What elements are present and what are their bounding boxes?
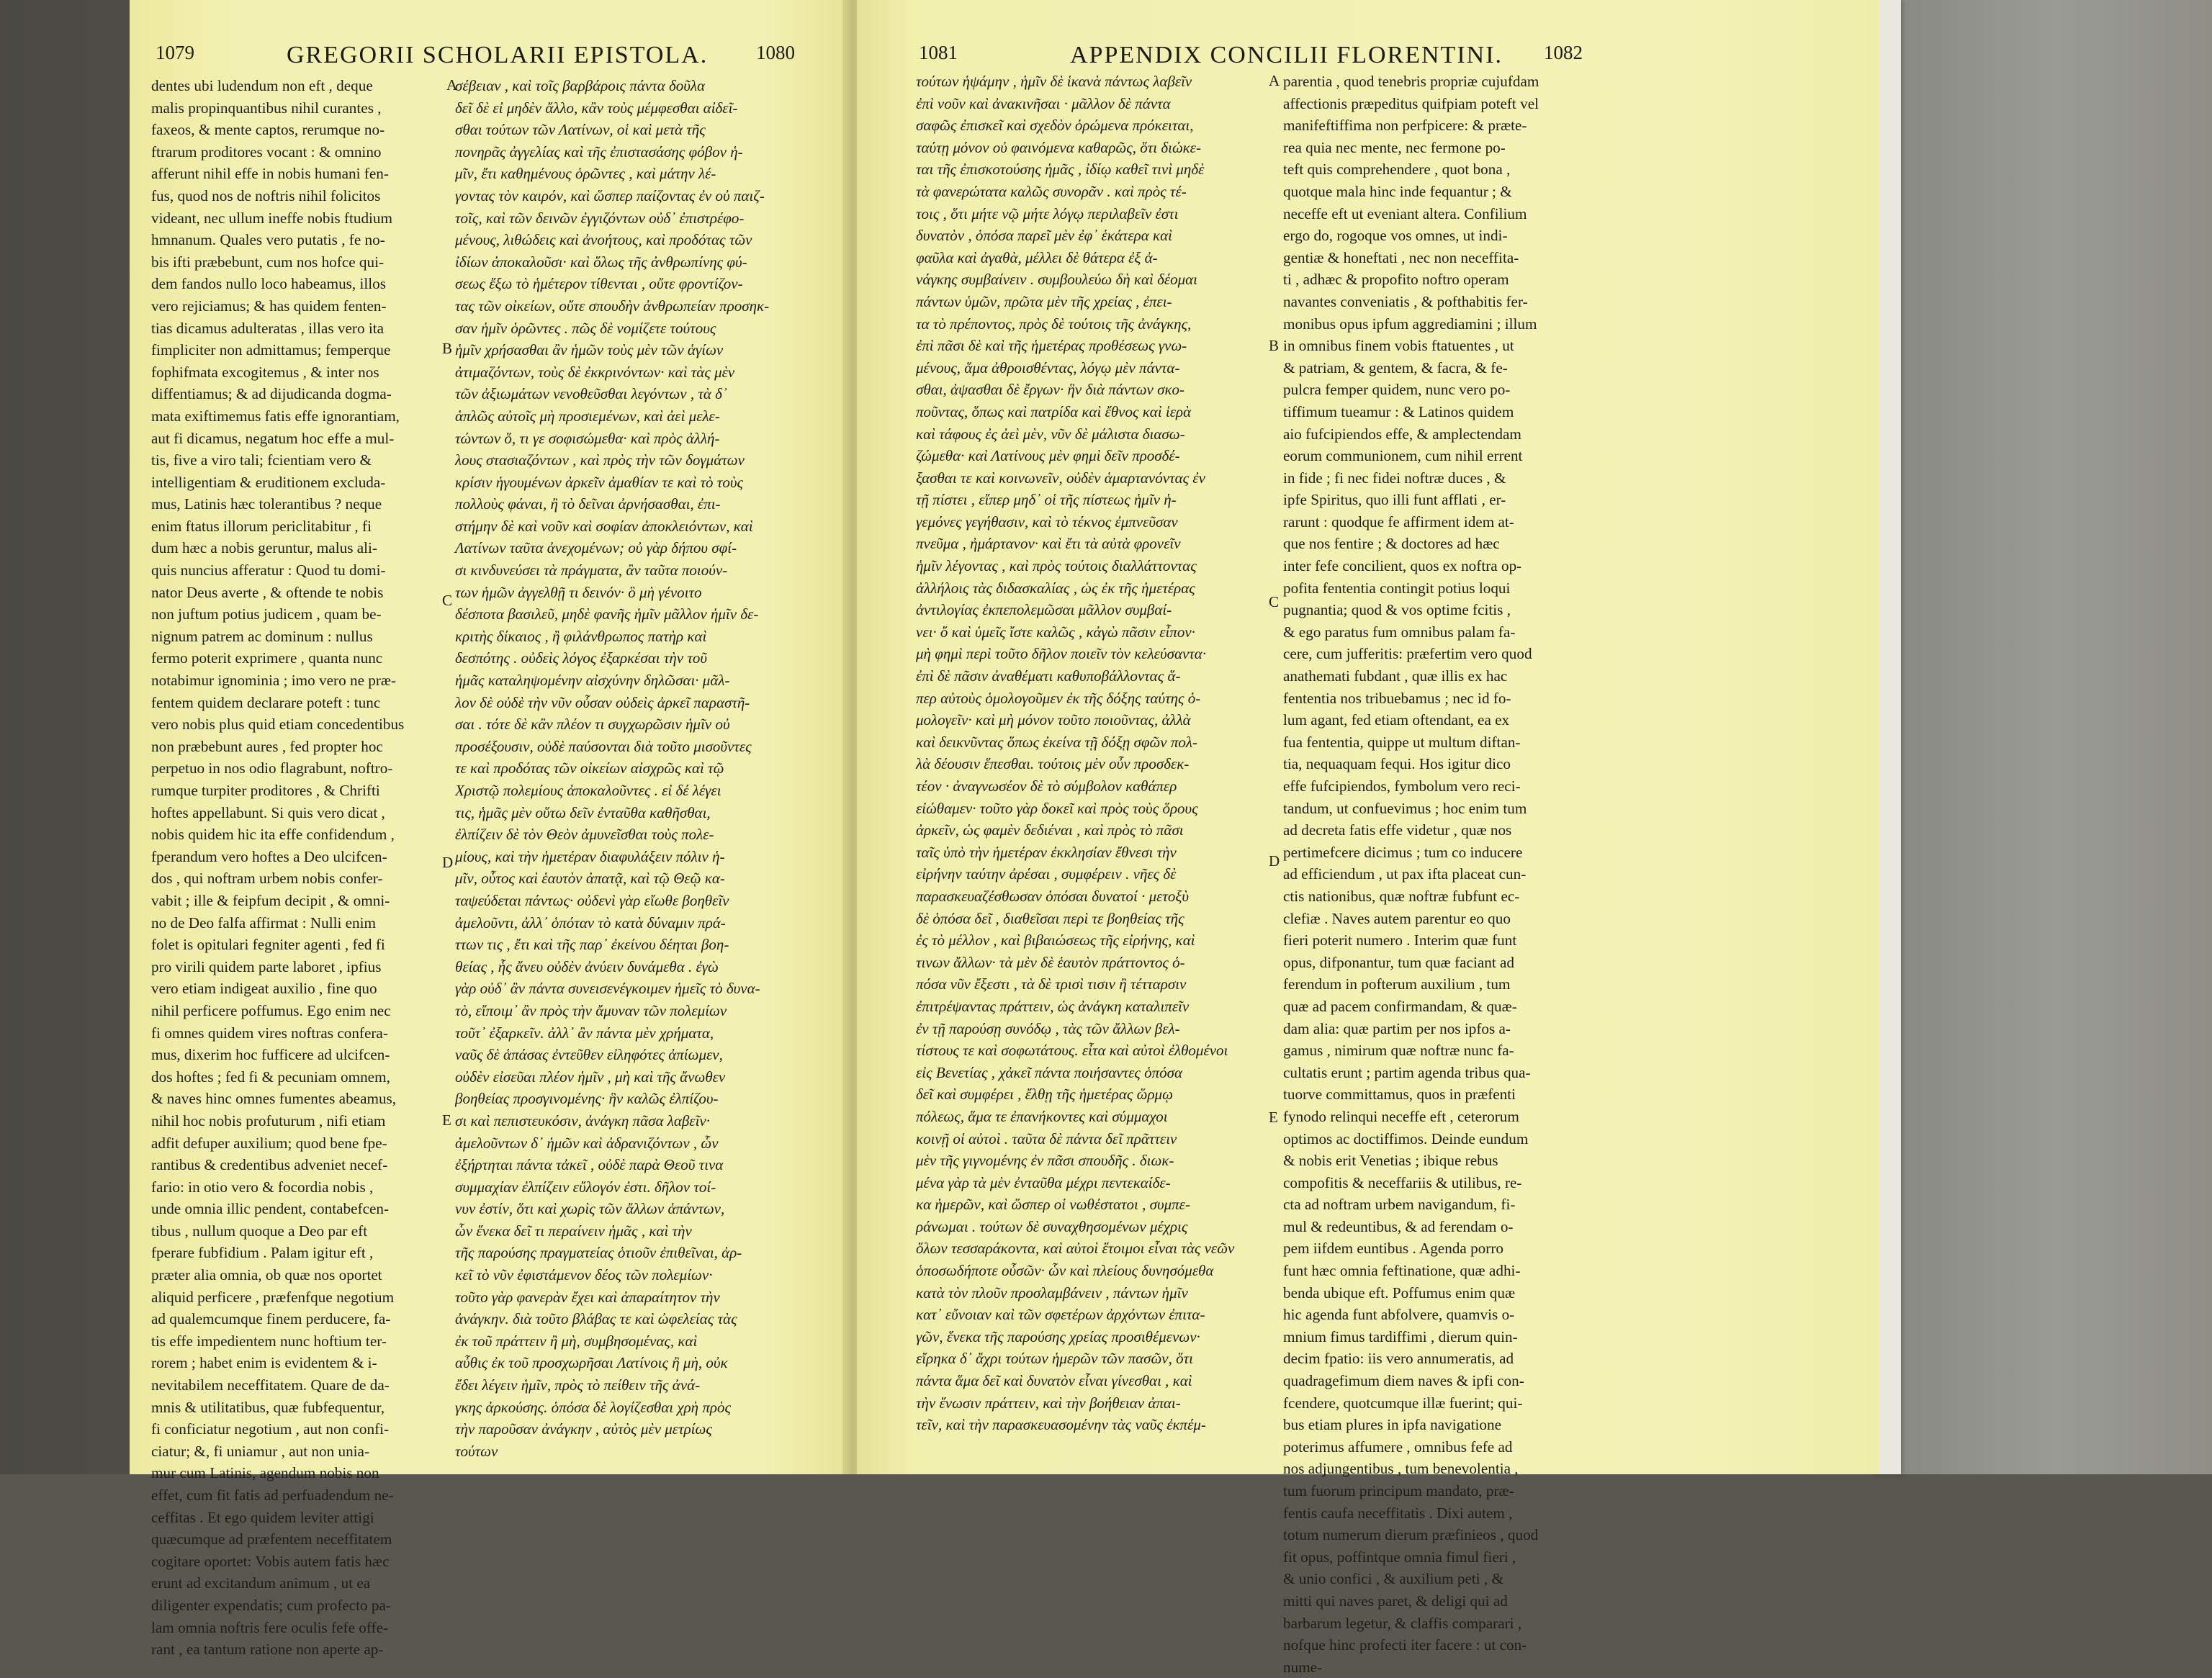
text-line: μὴ φημὶ περὶ τοῦτο δῆλον ποιεῖν τὸν κελεύσαντα· (916, 645, 1207, 663)
text-line: anathemati fubdant , quæ illis ex hac (1283, 667, 1508, 685)
text-line: funt hæc omnia feftinatione, quæ adhi- (1283, 1262, 1521, 1280)
text-line: malis propinquantibus nihil curantes , (151, 99, 382, 117)
text-line: enim ftatus illorum periclitabitur , fi (151, 517, 372, 535)
text-line: αὖθις ἐκ τοῦ προσχωρῆσαι Λατίνοις ἢ μὴ, οὐκ (455, 1354, 728, 1372)
text-line: fperare fubfidium . Palam igitur eft , (151, 1244, 374, 1262)
text-line: γοντας τὸν καιρόν, καὶ ὥσπερ παίζοντας ἐν οὐ παιζ- (455, 186, 765, 204)
text-line: λους στασιαζόντων , καὶ πρὸς τὴν τῶν δογμάτων (455, 451, 745, 469)
text-line: παρασκευαζέσθωσαν ὁπόσαι δυνατοί · μετοξὺ (916, 887, 1190, 905)
text-line: ti , adhæc & propofito noftro operam (1283, 271, 1509, 289)
text-line: notabimur ignominia ; imo vero ne præ- (151, 672, 397, 690)
text-line: quæ ad pacem confirmandam, & quæ- (1283, 997, 1517, 1015)
text-line: φαῦλα καὶ ἀγαθὰ, μέλλει δὲ θάτερα ἐξ ἀ- (916, 248, 1158, 266)
text-line: ἡμᾶς καταληψομένην αἰσχύνην δηλῶσαι· μᾶλ- (455, 672, 730, 690)
text-line: vabit ; ille & feipfum decipit , & omni- (151, 891, 390, 909)
text-line: τὸ, εἴποιμ᾽ ἂν πρὸς τὴν ἄμυναν τῶν πολεμίων (455, 1001, 727, 1019)
text-line: folet is opitulari fegniter agenti , fed fi (151, 936, 385, 954)
text-line: & unio confici , & auxilium peti , & (1283, 1570, 1503, 1588)
text-line: ἀλλήλοις τὰς διδασκαλίας , ὡς ἐκ τῆς ἡμετέρας (916, 579, 1195, 597)
text-line: ad efficiendum , ut pax ifta placeat cun- (1283, 865, 1527, 883)
text-line: ἀνάγκην. διὰ τοῦτο βλάβας τε καὶ ὠφελείας τὰς (455, 1310, 737, 1328)
text-line: ἀρκεῖν, ὡς φαμὲν δεδιέναι , καὶ πρὸς τὸ πᾶσι (916, 821, 1184, 839)
text-line: κα ἡμερῶν, καὶ ὥσπερ οἱ νωθέστατοι , συμπε- (916, 1196, 1190, 1214)
text-line: εἴρηκα δ᾽ ἄχρι τούτων ἡμερῶν τῶν πασῶν, ὅτι (916, 1350, 1193, 1368)
text-line: tiffimum tueamur : & Latinos quidem (1283, 402, 1514, 420)
text-line: in omnibus finem vobis ftatuentes , ut (1283, 337, 1514, 355)
text-line: τοις , ὅτι μήτε νῷ μήτε λόγῳ περιλαβεῖν ἐστι (916, 204, 1179, 222)
text-line: νυν ἐστίν, ὅτι καὶ χωρὶς τῶν ἄλλων ἁπάντων, (455, 1200, 725, 1218)
text-line: navantes conveniatis , & pofthabitis fer- (1283, 292, 1528, 310)
text-line: μένους, λιθώδεις καὶ ἀνοήτους, καὶ προδότας τῶν (455, 231, 752, 249)
text-line: καὶ τάφους ἐς ἀεὶ μὲν, νῦν δὲ μάλιστα διασω- (916, 425, 1185, 443)
text-line: que nos fentire ; & doctores ad hæc (1283, 535, 1500, 553)
text-line: δέσποτα βασιλεῦ, μηδὲ φανῆς ἡμῖν μᾶλλον ἡμῖν δε- (455, 605, 759, 623)
text-line: ἀτιμαζόντων, τοὺς δὲ ἐκκρινόντων· καὶ τὰς μὲν (455, 363, 735, 381)
text-line: tuorve committamus, quos in præfenti (1283, 1086, 1516, 1104)
text-line: inter fefe concilient, quos ex noftra op- (1283, 557, 1522, 575)
text-line: hoftes appellabunt. Si quis vero dicat , (151, 803, 385, 821)
text-line: σεως ἔξω τὸ ἡμέτερον τίθενται , οὔτε φροντίζον- (455, 275, 743, 293)
text-line: faxeos, & mente captos, rerumque no- (151, 121, 385, 139)
text-line: bis ifti præbebunt, cum nos hofce qui- (151, 253, 385, 271)
text-line: ἐπιτρέψαντας πράττειν, ὡς ἀνάγκη καταλιπεῖν (916, 997, 1190, 1015)
text-line: affectionis præpeditus quifpiam poteft vel (1283, 94, 1539, 112)
text-line: κριτὴς δίκαιος , ἢ φιλάνθρωπος πατὴρ καὶ (455, 627, 707, 645)
text-line: ferendum in pofterum auxilium , tum (1283, 975, 1511, 993)
text-line: & patriam, & gentem, & facra, & fe- (1283, 358, 1508, 376)
text-line: ad decreta fatis effe videtur , quæ nos (1283, 821, 1512, 839)
text-line: quotque mala hinc inde fequantur ; & (1283, 182, 1512, 200)
text-line: nos adjungentibus , tum benevolentia , (1283, 1460, 1519, 1478)
text-line: vero nobis plus quid etiam concedentibus (151, 716, 405, 734)
text-line: σθαι, ἀψασθαι δὲ ἔργων· ἣν διὰ πάντων σκο- (916, 381, 1185, 399)
text-line: mur cum Latinis, agendum nobis non (151, 1464, 379, 1482)
text-line: dam alia: quæ partim per nos ipfos a- (1283, 1019, 1511, 1037)
right-page (857, 0, 1879, 1676)
text-line: cogitare oportet: Vobis autem fatis hæc (151, 1552, 390, 1570)
text-line: εἰώθαμεν· τοῦτο γὰρ δοκεῖ καὶ πρὸς τοὺς ὅρους (916, 799, 1198, 817)
text-line: ἐπὶ πᾶσι δὲ καὶ τῆς ἡμετέρας προθέσεως γνω- (916, 337, 1187, 355)
text-line: bus etiam plures in ipfa navigatione (1283, 1416, 1502, 1434)
text-line: mnis & utilitatibus, quæ fubfequentur, (151, 1398, 385, 1416)
right-greek-column (916, 71, 1290, 1436)
text-line: lam omnia noftris fere oculis fefe offe- (151, 1618, 389, 1636)
text-line: nevitabilem neceffitatem. Quare de da- (151, 1376, 390, 1394)
text-line: ταύτῃ μόνον οὐ φαινόμενα καθαρῶς, ὅτι διώκε- (916, 138, 1201, 156)
text-line: cere, cum jufferitis: præfertim vero quod (1283, 645, 1532, 663)
text-line: mus, Latinis hæc tolerantibus ? neque (151, 495, 382, 513)
text-line: ττων τις , ἔτι καὶ τῆς παρ᾽ ἐκείνου δέηται βοη- (455, 936, 729, 954)
text-line: ἡμῖν χρήσασθαι ἂν ἡμῶν τοὺς μὲν τῶν ἁγίων (455, 341, 724, 359)
text-line: barbarum legetur, & claffis comparari , (1283, 1614, 1522, 1632)
text-line: ctis nationibus, quæ noftræ fubfunt ec- (1283, 887, 1520, 905)
text-line: ἐς τὸ μέλλον , καὶ βιβαιώσεως τῆς εἰρήνης, καὶ (916, 932, 1195, 949)
text-line: ναῦς δὲ ἁπάσας ἐντεῦθεν εἰληφότες ἀπίωμεν, (455, 1046, 723, 1064)
text-line: totum numerum dierum præfinieos , quod (1283, 1526, 1539, 1544)
text-line: ἐν τῇ παρούσῃ συνόδῳ , τὰς τῶν ἄλλων βελ- (916, 1019, 1180, 1037)
text-line: πονηρᾶς ἀγγελίας καὶ τῆς ἐπιστασάσης φόβον ἡ- (455, 143, 743, 161)
margin-letter-b: B (1269, 337, 1280, 354)
text-line: hmnanum. Quales vero putatis , fe no- (151, 231, 385, 249)
text-line: adfit defuper auxilium; quod bene fpe- (151, 1134, 387, 1152)
text-line: quis nuncius afferatur : Quod tu domi- (151, 561, 386, 579)
text-line: aliquid perficere , præfenfque negotium (151, 1288, 395, 1306)
text-line: mata exiftimemus fatis effe ignorantiam, (151, 407, 400, 425)
text-line: τῶν ἀξιωμάτων νενοθεῦσθαι λεγόντων , τὰ δ᾽ (455, 385, 727, 403)
text-line: perpetuo in nos odio flagrabunt, noftro- (151, 759, 393, 777)
text-line: γὰρ οὐδ᾽ ἂν πάντα συνεισενέγκοιμεν ἡμεῖς τὸ δυνα- (455, 980, 760, 998)
text-line: γκης ἀρκούσης. ὁπόσα δὲ λογίζεσθαι χρὴ πρὸς (455, 1398, 731, 1416)
text-line: monibus opus ipfum aggrediamini ; illum (1283, 315, 1537, 333)
text-line: nume- (1283, 1658, 1323, 1676)
text-line: mul & redeuntibus, & ad ferendam o- (1283, 1217, 1514, 1235)
text-line: non præbebunt aures , fed propter hoc (151, 737, 383, 755)
text-line: ciatur; &, fi uniamur , aut non unia- (151, 1442, 370, 1460)
text-line: diligenter expendatis; cum profecto pa- (151, 1596, 391, 1614)
text-line: mitti qui naves paret, & deligi qui ad (1283, 1592, 1508, 1610)
text-line: hic agenda funt abfolvere, quamvis o- (1283, 1306, 1515, 1324)
left-page-title: GREGORII SCHOLARII EPISTOLA. (287, 42, 709, 68)
text-line: πολλοὺς φάναι, ἢ τὸ δεῖναι ἀρνήσασθαι, ἐπι- (455, 495, 721, 513)
text-line: rarunt : quodque fe affirment idem at- (1283, 513, 1514, 531)
text-line: σθαι τούτων τῶν Λατίνων, οἱ καὶ μετὰ τῆς (455, 121, 706, 139)
text-line: rea quia nec mente, nec fermone po- (1283, 138, 1506, 156)
text-line: ad qualemcumque finem perducere, fa- (151, 1310, 391, 1328)
text-line: σαφῶς ἐπισκεῖ καὶ σχεδὸν ὁρώμενα πρόκειται, (916, 117, 1194, 135)
text-line: νει· ὅ καὶ ὑμεῖς ἴστε καλῶς , κἀγὼ πᾶσιν εἶπον· (916, 623, 1195, 641)
text-line: fcendere, quotcumque illæ fuerint; qui- (1283, 1394, 1523, 1412)
text-line: ergo do, rogoque vos omnes, ut indi- (1283, 227, 1508, 245)
text-line: τούτων ἡψάμην , ἡμῖν δὲ ἱκανὰ πάντως λαβεῖν (916, 73, 1192, 90)
text-line: opus, difponantur, tum quæ faciant ad (1283, 953, 1515, 971)
margin-letter-d: D (442, 854, 454, 871)
text-line: τινων ἄλλων· τὰ μὲν δὲ ἑαυτὸν πράττοντος ὁ- (916, 953, 1185, 971)
text-line: mnium fimus tardiffimi , dierum quin- (1283, 1327, 1518, 1345)
text-line: ftrarum proditores vocant : & omnino (151, 143, 382, 161)
text-line: πάντων ὑμῶν, πρῶτα μὲν τῆς χρείας , ἐπει- (916, 292, 1172, 310)
margin-letter-b: B (442, 340, 453, 357)
text-line: λὰ δέουσιν ἕπεσθαι. τούτοις μὲν οὖν προσδεκ- (916, 755, 1190, 773)
text-line: τοῦτ᾽ ἐξαρκεῖν. ἀλλ᾽ ἂν πάντα μὲν χρήματα, (455, 1024, 714, 1042)
text-line: manifeftiffima non perfpicere: & præte- (1283, 117, 1527, 135)
text-line: οὐδὲν εἰσεῦαι πλέον ἡμῖν , μὴ καὶ τῆς ἄνωθεν (455, 1068, 726, 1086)
text-line: τώντων ὅ, τι γε σοφισώμεθα· καὶ πρὸς ἀλλή- (455, 429, 720, 447)
text-line: ἐλπίζειν δὲ τὸν Θεὸν ἀμυνεῖσθαι τοὺς πολε- (455, 826, 714, 844)
text-line: & nobis erit Venetias ; ibique rebus (1283, 1152, 1498, 1170)
text-line: τὴν παροῦσαν ἀνάγκην , αὐτὸς μὲν μετρίως (455, 1420, 712, 1438)
text-line: rantibus & credentibus adveniet necef- (151, 1156, 388, 1174)
text-line: τούτων (455, 1442, 498, 1460)
text-line: μῖν, οὗτος καὶ ἑαυτὸν ἀπατᾷ, καὶ τῷ Θεῷ κα- (455, 870, 725, 888)
text-line: τας τῶν οἰκείων, οὔτε σπουδὴν ἀνθρωπείαν προσηκ- (455, 297, 770, 315)
text-line: cultatis erunt ; partim agenda tribus qua- (1283, 1063, 1531, 1081)
text-line: ταψεύδεται πάντως· οὐδενὶ γὰρ εἴωθε βοηθεῖν (455, 891, 729, 909)
text-line: ἀμελοῦντων δ᾽ ἡμῶν καὶ ἀδρανιζόντων , ὧν (455, 1134, 719, 1152)
right-page-column-number: 1082 (1544, 42, 1583, 63)
text-line: μῖν, ἔτι καθημένους ὁρῶντες , καὶ μάτην λέ- (455, 165, 716, 183)
text-line: γεμόνες γεγήθασιν, καὶ τὸ τέκνος ἐμπνεῦσαν (916, 513, 1178, 531)
text-line: fi conficiatur negotium , aut non confi- (151, 1420, 390, 1438)
text-line: δὲ ὁπόσα δεῖ , διαθεῖσαι περὶ τε βοηθείας τῆς (916, 909, 1184, 927)
text-line: clefiæ . Naves autem parentur eo quo (1283, 909, 1511, 927)
text-line: dem fandos nullo loco habeamus, illos (151, 275, 386, 293)
text-line: tias dicamus adulteratas , illas vero ita (151, 319, 385, 337)
text-line: fimpliciter non admittamus; femperque (151, 341, 391, 359)
text-line: decim fpatio: iis vero annumeratis, ad (1283, 1350, 1514, 1368)
text-line: fentem quidem declarare poteft : tunc (151, 693, 381, 711)
text-line: στήμην δὲ καὶ νοῦν καὶ σοφίαν ἀποκλειόντων, καὶ (455, 517, 753, 535)
text-line: πόσα νῦν ἔξεστι , τὰ δὲ τρισὶ τισιν ἢ τέτταρσιν (916, 975, 1187, 993)
text-line: teft quis comprehendere , quot bona , (1283, 161, 1511, 179)
text-line: τέον · ἀναγνωσέον δὲ τὸ σύμβολον καθάπερ (916, 777, 1177, 795)
text-line: videant, nec ullum ineffe nobis ftudium (151, 209, 393, 227)
text-line: eorum communionem, cum nihil errent (1283, 447, 1523, 465)
text-line: fynodo relinqui neceffe eft , ceterorum (1283, 1107, 1519, 1125)
text-line: no de Deo falfa affirmat : Nulli enim (151, 914, 377, 932)
text-line: σέβειαν , καὶ τοῖς βαρβάροις πάντα δοῦλα (455, 77, 706, 94)
text-line: pulcra femper quidem, nunc vero po- (1283, 381, 1511, 399)
text-line: effe fufcipiendos, fymbolum vero reci- (1283, 777, 1521, 795)
text-line: τὴν ἕνωσιν πράττειν, καὶ τὴν βοήθειαν ἀπαι- (916, 1394, 1181, 1412)
left-page-column-number: 1080 (756, 42, 795, 63)
margin-letter-d: D (1269, 852, 1280, 870)
text-line: afferunt nihil effe in nobis humani fen- (151, 165, 389, 183)
text-line: ἔδει λέγειν ἡμῖν, πρὸς τὸ πείθειν τῆς ἀνά- (455, 1376, 701, 1394)
text-line: ποῦντας, ὅπως καὶ πατρίδα καὶ ἔθνος καὶ ἱερὰ (916, 402, 1192, 420)
text-line: effet, cum fit fatis ad perfuadendum ne- (151, 1487, 394, 1504)
text-line: κατὰ τὸν πλοῦν προσλαμβάνειν , πάντων ἡμῖν (916, 1284, 1188, 1302)
text-line: βοηθείας προσγινομένης· ἣν καλῶς ἐλπίζου- (455, 1090, 719, 1108)
text-line: ἐπὶ δὲ πᾶσιν ἀναθέματι καθυποβάλλοντας ἅ- (916, 667, 1181, 685)
text-line: ταῖς ὑπὸ τὴν ἡμετέραν ἐκκλησίαν ἔθνεσι τὴν (916, 843, 1177, 861)
text-line: ἰδίων ἀποκαλοῦσι· καὶ ὅλως τῆς ἀνθρωπίνης φύ- (455, 253, 747, 271)
text-line: δεῖ δὲ εἰ μηδὲν ἄλλο, κἂν τοὺς μέμφεσθαι αἰδεῖ- (455, 99, 738, 117)
text-line: πόλεως, ἅμα τε ἐπανήκοντες καὶ σύμμαχοι (916, 1107, 1168, 1125)
text-line: nihil hoc nobis profuturum , nifi etiam (151, 1111, 386, 1129)
text-line: tis, five a viro tali; fcientiam vero & (151, 451, 372, 469)
text-line: dum hæc a nobis geruntur, malus ali- (151, 539, 377, 557)
text-line: fermo poterit exprimere , quanta nunc (151, 649, 383, 667)
text-line: mus, dixerim hoc fufficere ad ulcifcen- (151, 1046, 390, 1064)
text-line: μίους, καὶ τὴν ἡμετέραν διαφυλάξειν πόλιν ἡ- (455, 847, 725, 865)
text-line: fua fententia, quippe ut multum diftan- (1283, 733, 1521, 751)
text-line: των ἡμῶν ἀγγελθῇ τι δεινόν· ὃ μὴ γένοιτο (455, 583, 702, 601)
text-line: in fide ; fi nec fidei noftræ duces , & (1283, 469, 1506, 487)
text-line: τεῖν, καὶ τὴν παρασκευασομένην τὰς ναῦς ἐκπέμ- (916, 1416, 1206, 1434)
text-line: δεσπότης . οὐδεὶς λόγος ἐξαρκέσαι τὴν τοῦ (455, 649, 708, 667)
text-line: δεῖ καὶ συμφέρει , ἔλθῃ τῆς ἡμετέρας ὥρμῳ (916, 1086, 1173, 1104)
text-line: aut fi dicamus, negatum hoc effe a mul- (151, 429, 395, 447)
text-line: ράνωμαι . τούτων δὲ συναχθησομένων μέχρις (916, 1217, 1188, 1235)
text-line: diffentiamus; & ad dijudicanda dogma- (151, 385, 392, 403)
left-page (130, 0, 850, 1659)
text-line: συμμαχίαν ἐλπίζειν εὔλογόν ἐστι. δῆλον τοί- (455, 1178, 716, 1196)
text-line: pem iifdem euntibus . Agenda porro (1283, 1240, 1503, 1258)
background-right-strip (1897, 0, 2212, 1474)
text-line: σι καὶ πεπιστευκόσιν, ἀνάγκη πᾶσα λαβεῖν· (455, 1111, 710, 1129)
text-line: ἀμελοῦντι, ἀλλ᾽ ὁπόταν τὸ κατὰ δύναμιν πρά- (455, 914, 726, 932)
margin-letter-c: C (442, 592, 453, 609)
text-line: fi omnes quidem vires noftras confera- (151, 1024, 388, 1042)
text-line: quadragefimum diem naves & ipfi con- (1283, 1372, 1524, 1390)
text-line: optimos ac doctiffimos. Deinde eundum (1283, 1129, 1529, 1147)
text-line: Χριστῷ πολεμίους ἀποκαλοῦντες . εἰ δέ λέγει (455, 782, 721, 799)
text-line: pro virili quidem parte laboret , ipfius (151, 957, 382, 975)
text-line: εἰρήνην ταύτην ἀρέσαι , συμφέρειν . νῆες δὲ (916, 865, 1177, 883)
text-line: nignum patrem ac dominum : nullus (151, 627, 373, 645)
text-line: προσέξουσιν, οὐδὲ παύσονται διὰ τοῦτο μισοῦντες (455, 737, 752, 755)
right-latin-column (1283, 71, 1600, 1678)
text-line: fit opus, poffintque omnia fimul fieri , (1283, 1548, 1516, 1566)
text-line: nihil perficere poffumus. Ego enim nec (151, 1001, 391, 1019)
text-line: μολογεῖν· καὶ μὴ μόνον τοῦτο ποιοῦντας, ἀλλὰ (916, 711, 1191, 729)
text-line: μένα γὰρ τὰ μὲν ἐνταῦθα μέχρι πεντεκαίδε- (916, 1173, 1171, 1191)
text-line: καὶ δεικνῦντας ὅπως ἐκείνα τῇ δόξῃ σφῶν πολ- (916, 733, 1197, 751)
text-line: ζώμεθα· καὶ Λατίνους μὲν φημὶ δεῖν προσδέ- (916, 447, 1180, 465)
text-line: τῆς παρούσης πραγματείας ὁτιοῦν ἐπιθεῖναι, ἀρ- (455, 1244, 742, 1262)
text-line: rorem ; habet enim is evidentem & i- (151, 1354, 377, 1372)
text-line: κατ᾽ εὔνοιαν καὶ τῶν σφετέρων ἀρχόντων ἐπιτα- (916, 1306, 1205, 1324)
text-line: erunt ad excitandum animum , ut ea (151, 1574, 371, 1592)
text-line: dentes ubi ludendum non eft , deque (151, 77, 373, 94)
text-line: quæcumque ad præfentem neceffitatem (151, 1530, 392, 1548)
text-line: fus, quod nos de noftris nihil folicitos (151, 186, 381, 204)
text-line: πάντα ἅμα δεῖ καὶ δυνατὸν εἶναι γίνεσθαι , καὶ (916, 1372, 1192, 1390)
text-line: ἡμῖν λέγοντας , καὶ πρὸς τούτοις διαλλάττοντας (916, 557, 1197, 575)
text-line: dos hoftes ; fed fi & pecuniam omnem, (151, 1068, 390, 1086)
text-line: τις, ἡμᾶς μὲν οὕτω δεῖν ἐνταῦθα καθῆσθαι, (455, 803, 711, 821)
right-page-title: APPENDIX CONCILII FLORENTINI. (1070, 42, 1503, 68)
margin-letter-e: E (1269, 1109, 1278, 1126)
text-line: rumque turpiter proditores , & Chrifti (151, 782, 380, 799)
text-line: fophifmata excogitemus , & inter nos (151, 363, 379, 381)
text-line: neceffe eft ut eveniant altera. Confilium (1283, 204, 1527, 222)
text-line: κρίσιν ἡγουμένων ἀρκεῖν ἀμαθίαν τε καὶ τὸ τοὺς (455, 473, 743, 491)
text-line: & ego paratus fum omnibus palam fa- (1283, 623, 1516, 641)
text-line: κεῖ τὸ νῦν ἐφιστάμενον δέος τῶν πολεμίων· (455, 1266, 713, 1284)
text-line: δυνατὸν , ὁπόσα παρεῖ μὲν ἐφ᾽ ἑκάτερα καὶ (916, 227, 1172, 245)
left-latin-column (151, 75, 461, 1661)
text-line: aio fufcipiendos effe, & amplectendam (1283, 425, 1521, 443)
text-line: γῶν, ἕνεκα τῆς παρούσης χρείας προσιθέμενων· (916, 1327, 1200, 1345)
text-line: λον δὲ οὐδὲ τὴν νῦν οὖσαν οὐδεὶς ἀρκεῖ παραστῆ- (455, 693, 750, 711)
margin-letter-a: A (446, 76, 458, 94)
text-line: ceffitas . Et ego quidem leviter attigi (151, 1508, 374, 1526)
text-line: tibus , nullum quoque a Deo par eft (151, 1222, 368, 1240)
text-line: τίστους τε καὶ σοφωτάτους. εἶτα καὶ αὐτοὶ ἐλθομένοι (916, 1042, 1228, 1060)
text-line: σαι . τότε δὲ κἂν πλέον τι συγχωρῶσιν ἡμῖν οὐ (455, 716, 730, 734)
text-line: intelligentiam & eruditionem excluda- (151, 473, 386, 491)
text-line: gamus , nimirum quæ noftræ nunc fa- (1283, 1042, 1514, 1060)
text-line: parentia , quod tenebris propriæ cujufdam (1283, 73, 1539, 90)
text-line: lum agant, fed etiam oftendant, ea ex (1283, 711, 1510, 729)
text-line: fentis caufa neceffitatis . Dixi autem , (1283, 1504, 1513, 1522)
text-line: ται τῆς ἐπισκοτούσης ἡμᾶς , ἰδίῳ καθεῖ τινὶ μηδὲ (916, 161, 1205, 179)
text-line: tis effe impedientem nunc hoftium ter- (151, 1332, 387, 1350)
text-line: ὅλων τεσσαράκοντα, καὶ αὐτοὶ ἕτοιμοι εἶναι τὰς νεῶν (916, 1240, 1235, 1258)
text-line: τα τὸ πρέποντος, πρὸς δὲ τούτοις τῆς ἀνάγκης, (916, 315, 1192, 333)
margin-letter-c: C (1269, 593, 1280, 610)
text-line: θείας , ἧς ἄνευ οὐδὲν ἀνύειν δυνάμεθα . ἐγὼ (455, 957, 719, 975)
text-line: cta ad noftram urbem navigandum, fi- (1283, 1196, 1516, 1214)
text-line: τὰ φανερώτατα καλῶς συνορᾶν . καὶ πρὸς τέ- (916, 182, 1187, 200)
text-line: pertimefcere dicimus ; tum co inducere (1283, 843, 1523, 861)
text-line: unde omnia illic pendent, contabefcen- (151, 1200, 390, 1218)
text-line: ἐξήρτηται πάντα τἀκεῖ , οὐδὲ παρὰ Θεοῦ τινα (455, 1156, 724, 1174)
text-line: fperandum vero hoftes a Deo ulcifcen- (151, 847, 387, 865)
text-line: vero etiam indigeat auxilio , fine quo (151, 980, 377, 998)
text-line: Λατίνων ταῦτα ἀνεχομένων; οὐ γὰρ δήπου σφί- (455, 539, 737, 557)
text-line: nator Deus averte , & oftende te nobis (151, 583, 384, 601)
text-line: tandum, ut confuevimus ; hoc enim tum (1283, 799, 1527, 817)
text-line: nobis quidem hic ita effe confidendum , (151, 826, 395, 844)
text-line: ἁπλῶς αὐτοῖς μὴ προσιεμένων, καὶ ἀεὶ μελε- (455, 407, 720, 425)
text-line: tum fuorum principum mandato, præ- (1283, 1482, 1514, 1499)
text-line: τοῖς, καὶ τῶν δεινῶν ἐγγιζόντων οὐδ᾽ ἐπιστρέφο- (455, 209, 745, 227)
margin-letter-a: A (1269, 72, 1280, 89)
text-line: gentiæ & honeftati , nec non neceffita- (1283, 248, 1519, 266)
right-page-number: 1081 (919, 42, 958, 63)
text-line: τοῦτο γὰρ φανερὰν ἔχει καὶ ἀπαραίτητον τὴν (455, 1288, 720, 1306)
text-line: pugnantia; quod & vos optime fcitis , (1283, 601, 1511, 619)
margin-letter-e: E (442, 1111, 451, 1129)
text-line: σαν ἡμῖν ὁρῶντες . πῶς δὲ νομίζετε τούτους (455, 319, 716, 337)
text-line: nofque hinc profecti iter facere : ut con- (1283, 1636, 1527, 1654)
text-line: poterimus affumere , omnibus fefe ad (1283, 1438, 1513, 1456)
text-line: μὲν τῆς γιγνομένης ἐν πᾶσι σπουδῆς . διωκ- (916, 1152, 1174, 1170)
text-line: ἀντιλογίας ἐκπεπολεμῶσαι μᾶλλον συμβαί- (916, 601, 1172, 619)
text-line: præter alia omnia, ob quæ nos oportet (151, 1266, 382, 1284)
text-line: ὁποσωδήποτε οὖσῶν· ὧν καὶ πλείους δυνησόμεθα (916, 1262, 1214, 1280)
text-line: κοινῇ οἱ αὐτοὶ . ταῦτα δὲ πάντα δεῖ πρᾶττειν (916, 1129, 1177, 1147)
text-line: & naves hinc omnes fumentes abeamus, (151, 1090, 397, 1108)
text-line: ipfe Spiritus, quo illi funt afflati , er- (1283, 491, 1506, 509)
text-line: νάγκης συμβαίνειν . συμβουλεύω δὴ καὶ δέομαι (916, 271, 1198, 289)
text-line: μένους, ἅμα ἀθροισθέντας, λόγῳ μὲν πάντα- (916, 358, 1180, 376)
text-line: fario: in otio vero & focordia nobis , (151, 1178, 374, 1196)
text-line: pofita fententia contingit potius loqui (1283, 579, 1511, 597)
text-line: ξασθαι τε καὶ κοινωνεῖν, οὐδὲν ἁμαρτανόντας ἐν (916, 469, 1205, 487)
text-line: ἐπὶ νοῦν καὶ ἀνακινῆσαι · μᾶλλον δὲ πάντα (916, 94, 1171, 112)
left-page-number: 1079 (156, 42, 194, 63)
text-line: εἰς Βενετίας , χἀκεῖ πάντα ποιήσαντες ὁπόσα (916, 1063, 1183, 1081)
text-line: dos , qui noftram urbem nobis confer- (151, 870, 383, 888)
text-line: benda ubique eft. Poffumus enim quæ (1283, 1284, 1516, 1302)
text-line: non juftum potius judicem , quam be- (151, 605, 382, 623)
text-line: tia, nequaquam fequi. Hos igitur dico (1283, 755, 1511, 773)
text-line: ὧν ἕνεκα δεῖ τι περαίνειν ἡμᾶς , καὶ τὴν (455, 1222, 692, 1240)
text-line: τε καὶ προδότας τῶν οἰκείων αἰσχρῶς καὶ τῷ (455, 759, 724, 777)
text-line: compofitis & neceffariis & utilibus, re- (1283, 1173, 1522, 1191)
text-line: vero rejiciamus; & has quidem fenten- (151, 297, 387, 315)
text-line: τῇ πίστει , εἴπερ μηδ᾽ οἱ τῆς πίστεως ἡμῖν ἡ- (916, 491, 1177, 509)
text-line: σι κινδυνεύσει τὰ πράγματα, ἂν ταῦτα ποιούν- (455, 561, 728, 579)
text-line: ἐκ τοῦ πράττειν ἢ μὴ, συμβησομένας, καὶ (455, 1332, 698, 1350)
text-line: fieri poterit numero . Interim quæ funt (1283, 932, 1517, 949)
text-line: περ αὐτοὺς ὁμολογοῦμεν ἐκ τῆς δόξης ταύτης ὁ- (916, 689, 1201, 707)
left-greek-column (455, 75, 830, 1462)
text-line: πνεῦμα , ἠμάρτανον· καὶ ἔτι τὰ αὐτὰ φρονεῖν (916, 535, 1181, 553)
text-line: rant , ea tantum ratione non aperte ap- (151, 1641, 384, 1659)
text-line: fententia nos tribuebamus ; nec id fo- (1283, 689, 1511, 707)
